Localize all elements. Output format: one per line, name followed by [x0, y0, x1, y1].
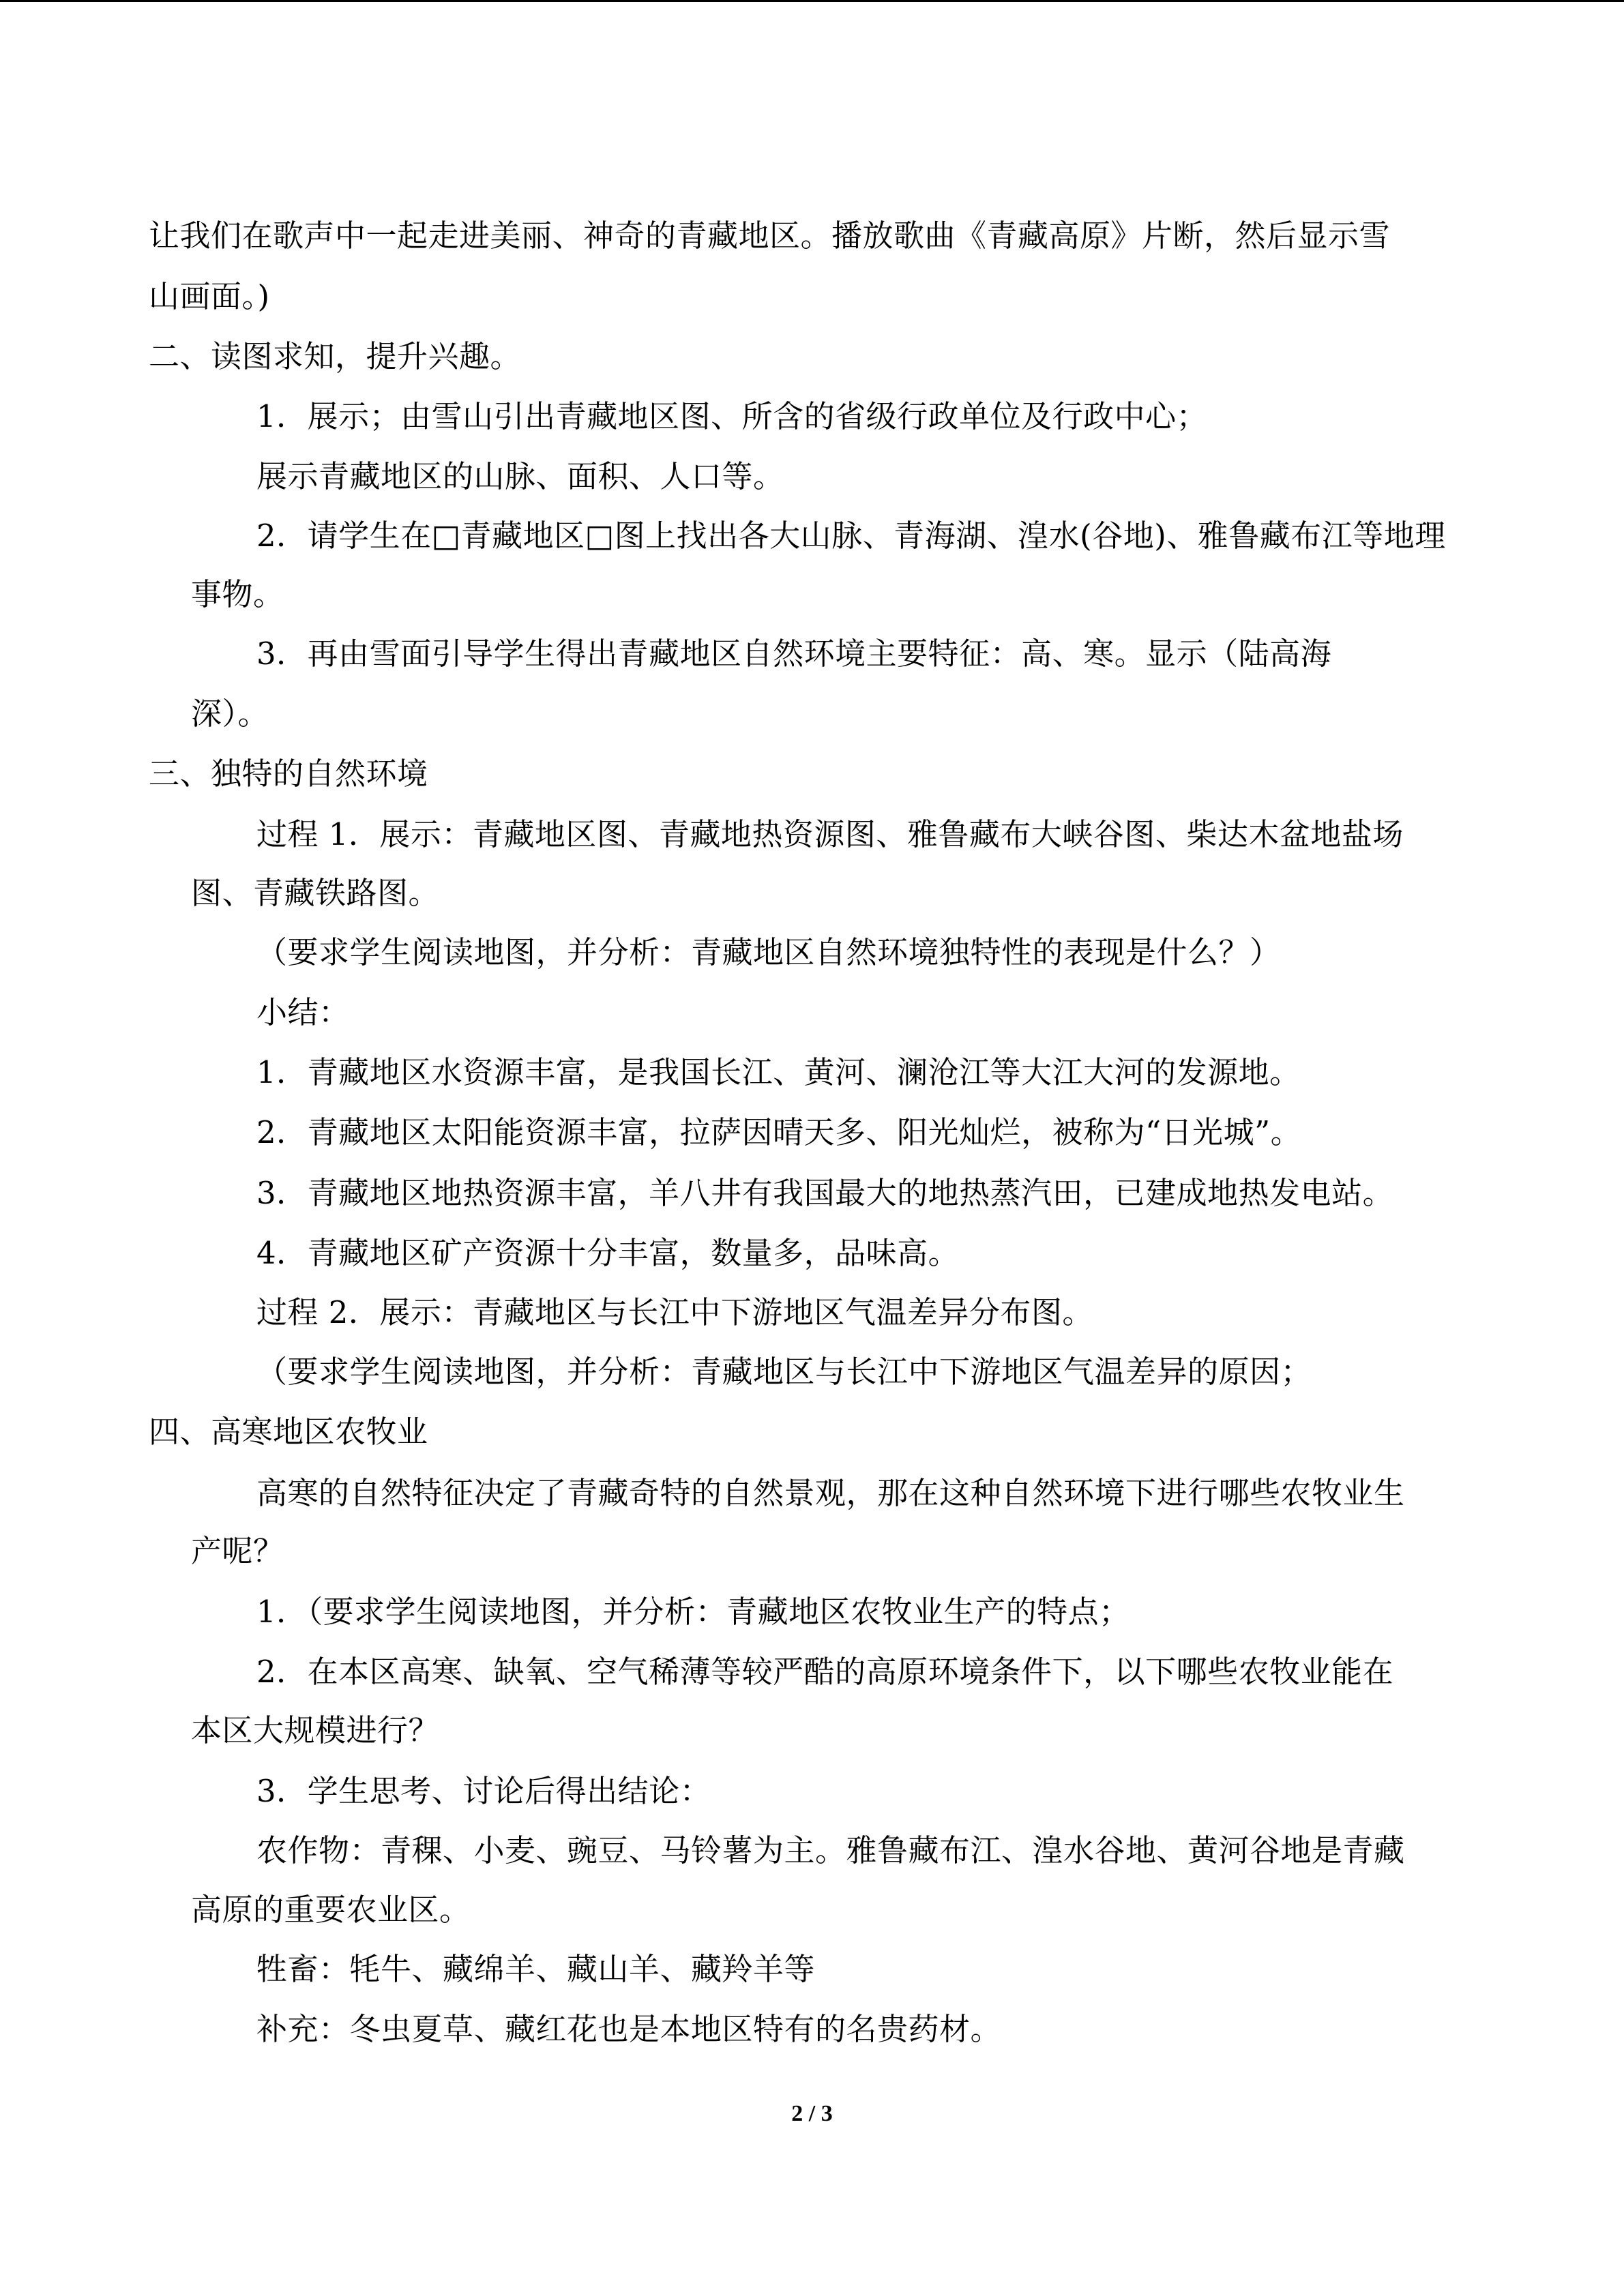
text-line: 让我们在歌声中一起走进美丽、神奇的青藏地区。播放歌曲《青藏高原》片断，然后显示雪 [149, 218, 1391, 254]
text-line: 3．青藏地区地热资源丰富，羊八井有我国最大的地热蒸汽田，已建成地热发电站。 [256, 1175, 1394, 1211]
text-line: 山画面。) [149, 278, 270, 314]
section-heading: 二、读图求知，提升兴趣。 [149, 338, 522, 374]
text-line: 事物。 [191, 576, 284, 612]
text-line: 1．展示；由雪山引出青藏地区图、所含的省级行政单位及行政中心； [256, 398, 1208, 434]
section-heading: 四、高寒地区农牧业 [149, 1414, 428, 1450]
text-line: 展示青藏地区的山脉、面积、人口等。 [256, 458, 784, 494]
text-line: （要求学生阅读地图，并分析：青藏地区自然环境独特性的表现是什么？） [256, 934, 1281, 970]
text-line: 本区大规模进行？ [191, 1712, 440, 1748]
text-line: 1．青藏地区水资源丰富，是我国长江、黄河、澜沧江等大江大河的发源地。 [256, 1054, 1301, 1090]
text-line: 3．学生思考、讨论后得出结论： [256, 1773, 711, 1809]
section-heading: 三、独特的自然环境 [149, 756, 428, 792]
text-line: 2．请学生在□青藏地区□图上找出各大山脉、青海湖、湟水(谷地)、雅鲁藏布江等地理 [256, 518, 1446, 554]
text-line: 补充：冬虫夏草、藏红花也是本地区特有的名贵药材。 [256, 2011, 1002, 2047]
text-line: 过程 2．展示：青藏地区与长江中下游地区气温差异分布图。 [256, 1294, 1093, 1330]
text-line: 小结： [256, 994, 350, 1030]
text-line: 图、青藏铁路图。 [191, 875, 440, 911]
text-line: 2．青藏地区太阳能资源丰富，拉萨因晴天多、阳光灿烂，被称为“日光城”。 [256, 1114, 1302, 1150]
text-line: （要求学生阅读地图，并分析：青藏地区与长江中下游地区气温差异的原因； [256, 1354, 1312, 1390]
text-line: 高原的重要农业区。 [191, 1892, 471, 1928]
text-line: 过程 1．展示：青藏地区图、青藏地热资源图、雅鲁藏布大峡谷图、柴达木盆地盐场 [256, 816, 1404, 852]
text-line: 深）。 [191, 696, 269, 732]
text-line: 牲畜：牦牛、藏绵羊、藏山羊、藏羚羊等 [256, 1951, 816, 1987]
text-line: 1．（要求学生阅读地图，并分析：青藏地区农牧业生产的特点； [256, 1594, 1130, 1630]
text-line: 农作物：青稞、小麦、豌豆、马铃薯为主。雅鲁藏布江、湟水谷地、黄河谷地是青藏 [256, 1832, 1405, 1868]
text-line: 3．再由雪面引导学生得出青藏地区自然环境主要特征：高、寒。显示（陆高海 [256, 636, 1332, 672]
page-number: 2 / 3 [791, 2101, 833, 2126]
text-line: 产呢？ [191, 1533, 284, 1569]
text-line: 高寒的自然特征决定了青藏奇特的自然景观，那在这种自然环境下进行哪些农牧业生 [256, 1475, 1405, 1511]
text-line: 2．在本区高寒、缺氧、空气稀薄等较严酷的高原环境条件下，以下哪些农牧业能在 [256, 1654, 1394, 1690]
text-line: 4．青藏地区矿产资源十分丰富，数量多，品味高。 [256, 1235, 960, 1271]
